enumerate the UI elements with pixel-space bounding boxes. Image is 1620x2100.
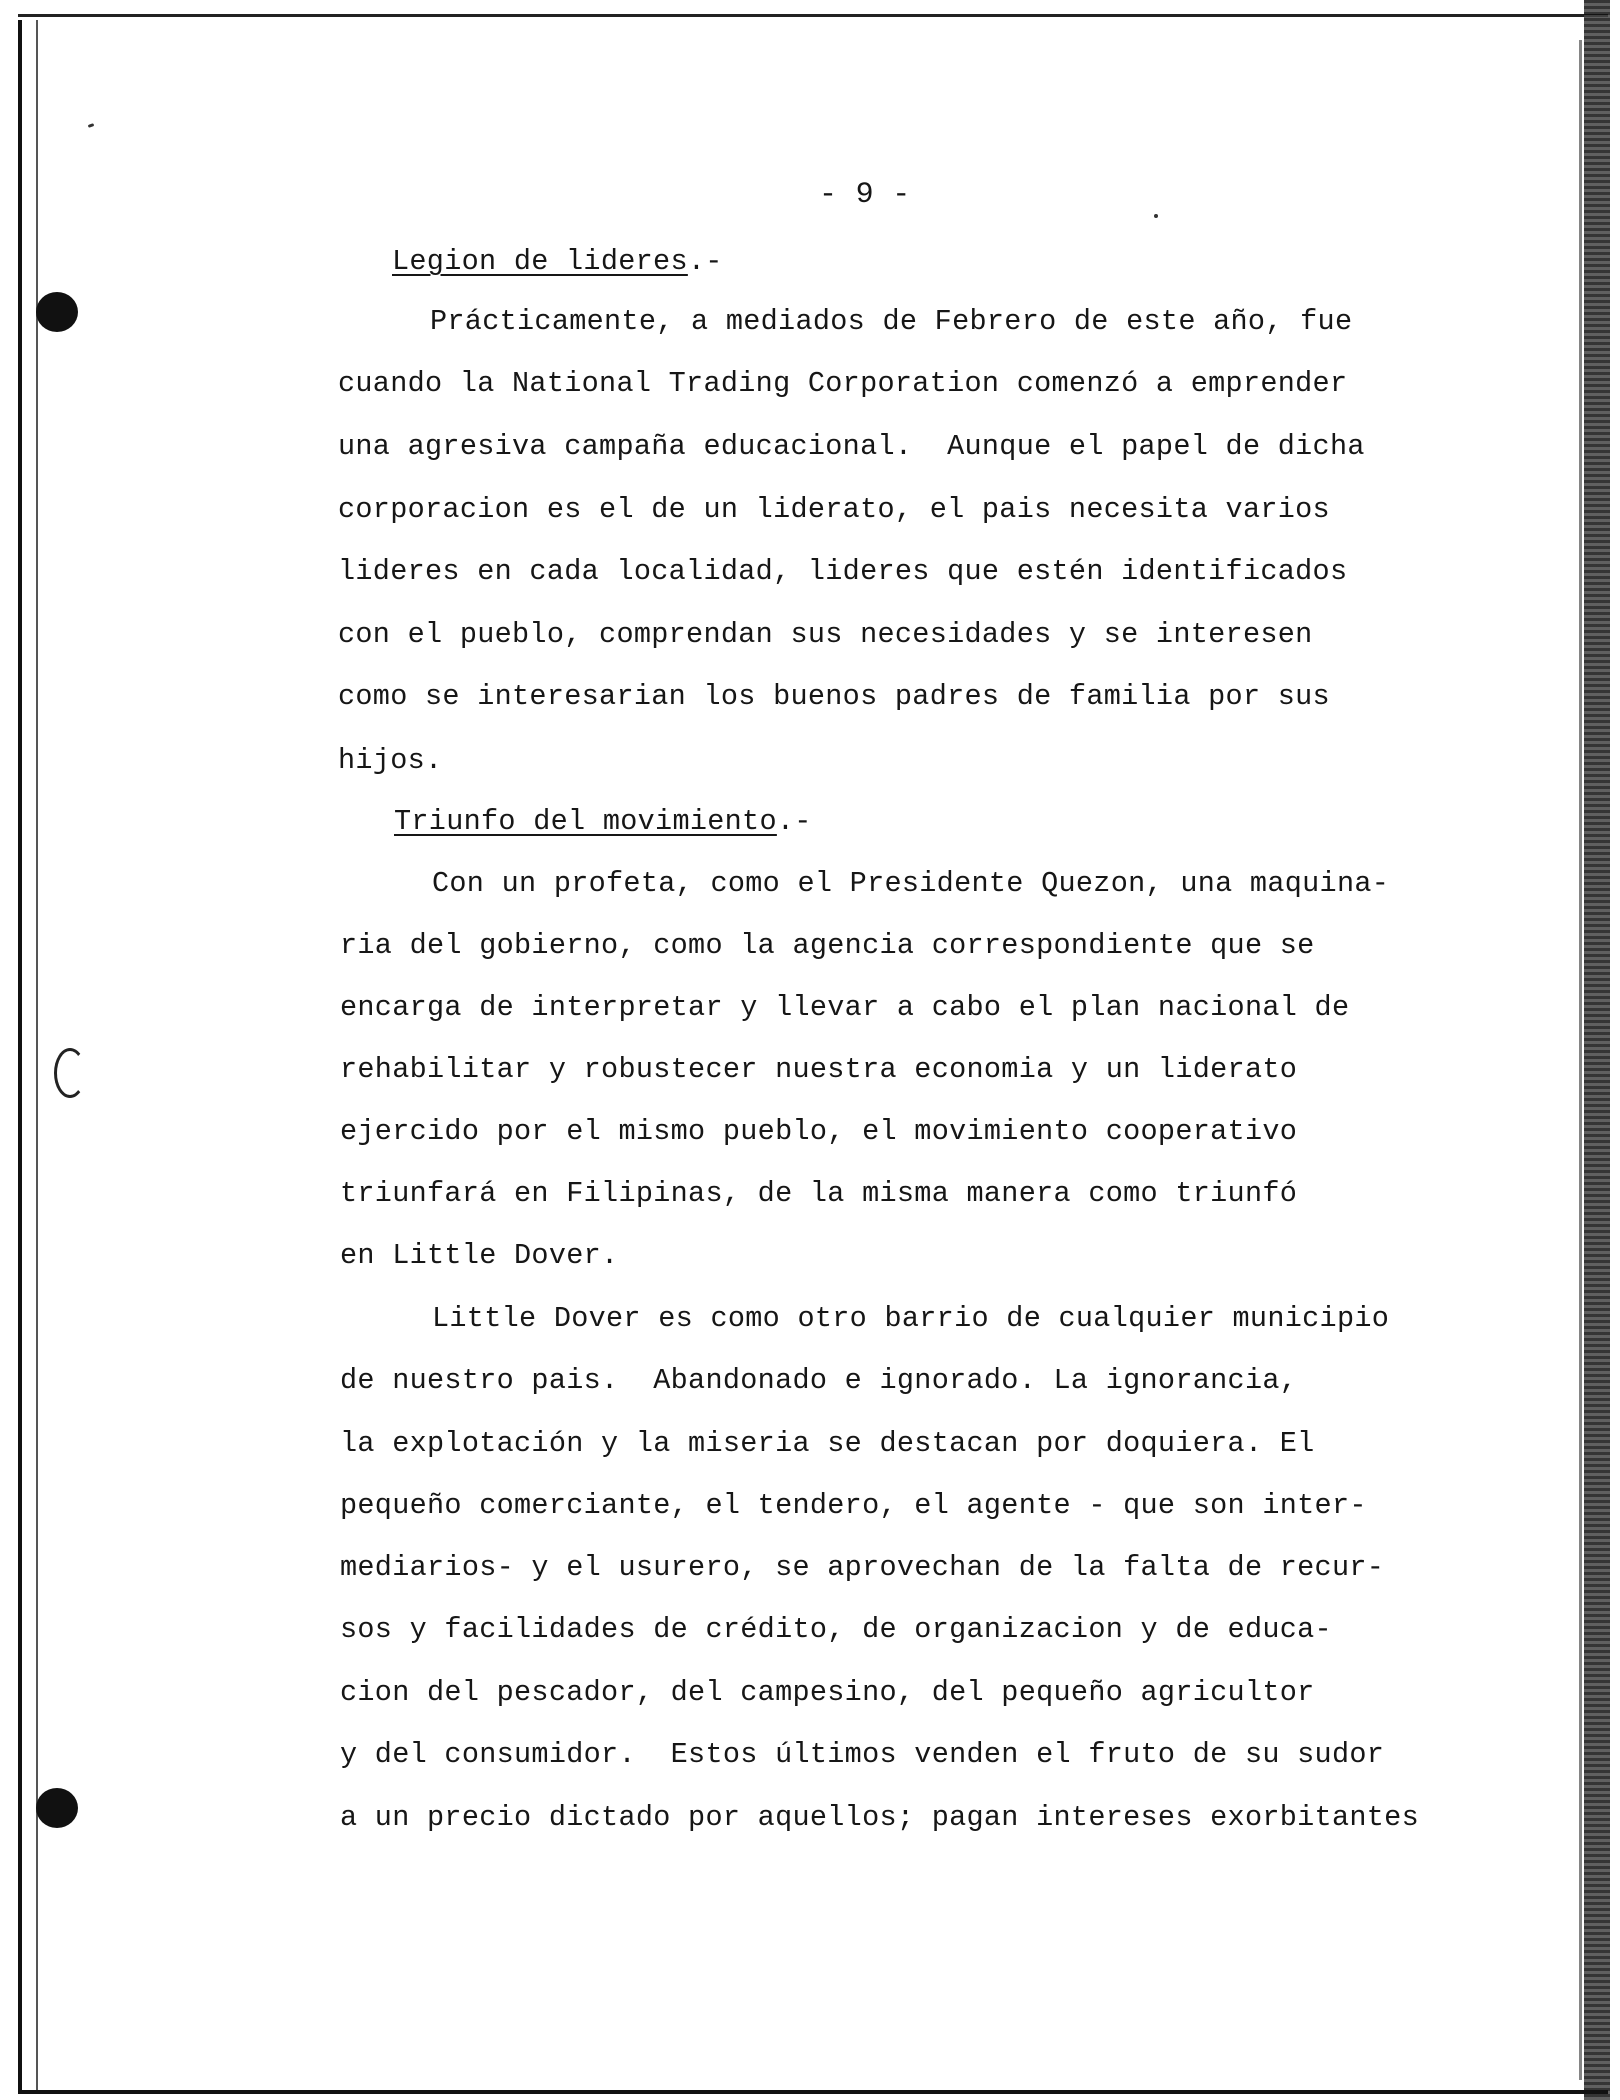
paragraph-line: hijos. <box>338 744 443 777</box>
scan-bottom-edge <box>18 2082 1608 2094</box>
section-heading-text: Legion de lideres <box>392 245 688 278</box>
paragraph-line: como se interesarian los buenos padres de familia por sus <box>338 680 1330 713</box>
paragraph-line: de nuestro pais. Abandonado e ignorado. La ignorancia, <box>340 1364 1298 1397</box>
paragraph-line: sos y facilidades de crédito, de organizacion y de educa- <box>340 1613 1332 1646</box>
section-heading-suffix: .- <box>687 245 723 278</box>
paragraph-line: ria del gobierno, como la agencia correspondiente que se <box>340 929 1315 962</box>
section-heading-suffix: .- <box>776 805 812 838</box>
paragraph-line: a un precio dictado por aquellos; pagan intereses exorbitantes <box>340 1801 1419 1834</box>
paragraph-line: corporacion es el de un liderato, el pais necesita varios <box>338 493 1330 526</box>
punch-hole-top <box>36 292 78 332</box>
punch-hole-bottom <box>36 1788 78 1828</box>
paragraph-line: con el pueblo, comprendan sus necesidades y se interesen <box>338 618 1313 651</box>
paragraph-line: Prácticamente, a mediados de Febrero de este año, fue <box>430 305 1353 338</box>
section-heading-text: Triunfo del movimiento <box>394 805 777 838</box>
paragraph-line: Con un profeta, como el Presidente Quezon, una maquina- <box>432 867 1390 900</box>
paragraph-line: mediarios- y el usurero, se aprovechan de la falta de recur- <box>340 1551 1385 1584</box>
section-heading-legion <box>392 245 723 278</box>
page-number: - 9 - <box>819 178 911 212</box>
paragraph-line: ejercido por el mismo pueblo, el movimiento cooperativo <box>340 1115 1298 1148</box>
paragraph-line: y del consumidor. Estos últimos venden el fruto de su sudor <box>340 1738 1385 1771</box>
paragraph-line: la explotación y la miseria se destacan por doquiera. El <box>340 1427 1315 1460</box>
paragraph-line: lideres en cada localidad, lideres que estén identificados <box>338 555 1348 588</box>
paragraph-line: pequeño comerciante, el tendero, el agente - que son inter- <box>340 1489 1367 1522</box>
punch-hole-middle <box>54 1048 86 1098</box>
scan-speck <box>1154 214 1158 218</box>
scan-right-edge <box>1584 0 1610 2100</box>
paragraph-line: encarga de interpretar y llevar a cabo el plan nacional de <box>340 991 1350 1024</box>
paragraph-line: triunfará en Filipinas, de la misma manera como triunfó <box>340 1177 1298 1210</box>
scan-top-edge <box>18 14 1608 23</box>
paragraph-line: rehabilitar y robustecer nuestra economia y un liderato <box>340 1053 1298 1086</box>
section-heading-triunfo <box>394 805 812 838</box>
scan-speck <box>88 123 95 128</box>
scan-left-edge <box>18 20 38 2090</box>
paragraph-line: cuando la National Trading Corporation comenzó a emprender <box>338 367 1348 400</box>
scan-right-inner-edge <box>1579 40 1582 2080</box>
paragraph-line: una agresiva campaña educacional. Aunque el papel de dicha <box>338 430 1365 463</box>
paragraph-line: cion del pescador, del campesino, del pequeño agricultor <box>340 1676 1315 1709</box>
paragraph-line: Little Dover es como otro barrio de cualquier municipio <box>432 1302 1390 1335</box>
paragraph-line: en Little Dover. <box>340 1239 619 1272</box>
